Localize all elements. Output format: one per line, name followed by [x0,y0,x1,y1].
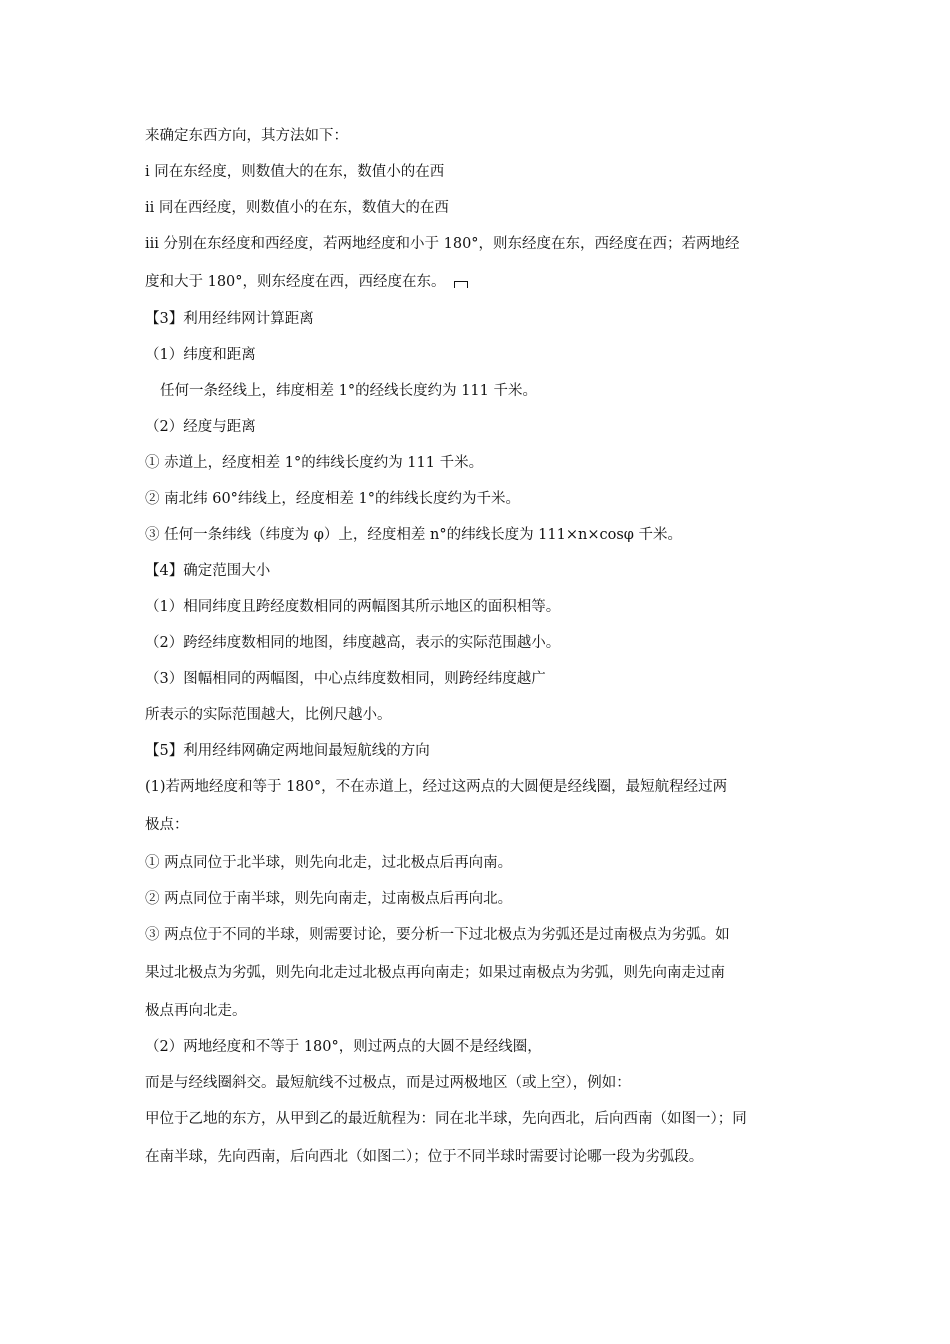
text-line: ⅲ 分别在东经度和西经度，若两地经度和小于 180°，则东经度在东，西经度在西；若两地经 [145,236,740,252]
text-line: ② 两点同位于南半球，则先向南走，过南极点后再向北。 [145,891,513,907]
text-line: 果过北极点为劣弧，则先向北走过北极点再向南走；如果过南极点为劣弧，则先向南走过南 [145,965,725,981]
text-line: 极点再向北走。 [145,1003,247,1019]
text-line: 甲位于乙地的东方，从甲到乙的最近航程为：同在北半球，先向西北，后向西南（如图一）；同 [145,1111,747,1127]
text-line: ③ 任何一条纬线（纬度为 φ）上，经度相差 n°的纬线长度为 111×n×cosφ 千米。 [145,527,683,543]
text-line: 所表示的实际范围越大，比例尺越小。 [145,707,392,723]
text-line: （2）两地经度和不等于 180°，则过两点的大圆不是经线圈， [145,1039,542,1055]
section-heading: 【5】利用经纬网确定两地间最短航线的方向 [145,743,430,759]
subheading: （2）经度与距离 [145,419,256,435]
text-line: 极点： [145,817,189,833]
text-line: ① 两点同位于北半球，则先向北走，过北极点后再向南。 [145,855,513,871]
section-heading: 【3】利用经纬网计算距离 [145,311,314,327]
text-line: ⅱ 同在西经度，则数值小的在东，数值大的在西 [145,200,449,216]
text-line: （2）跨经纬度数相同的地图，纬度越高，表示的实际范围越小。 [145,635,561,651]
text-line: 而是与经线圈斜交。最短航线不过极点，而是过两极地区（或上空），例如： [145,1075,631,1091]
subheading: （1）纬度和距离 [145,347,256,363]
text-line: （3）图幅相同的两幅图，中心点纬度数相同，则跨经纬度越广 [145,671,546,687]
text-line: （1）相同纬度且跨经度数相同的两幅图其所示地区的面积相等。 [145,599,561,615]
text-line: 任何一条经线上，纬度相差 1°的经线长度约为 111 千米。 [160,383,537,399]
text-line: 度和大于 180°，则东经度在西，西经度在东。 [145,274,446,290]
text-line: 在南半球，先向西南，后向西北（如图二）；位于不同半球时需要讨论哪一段为劣弧段。 [145,1149,704,1165]
text-line: ① 赤道上，经度相差 1°的纬线长度约为 111 千米。 [145,455,484,471]
text-line-with-mark [145,272,468,292]
paragraph-mark-icon [454,281,468,288]
text-line: (1)若两地经度和等于 180°，不在赤道上，经过这两点的大圆便是经线圈，最短航程经过两 [145,779,728,795]
text-line: ③ 两点位于不同的半球，则需要讨论，要分析一下过北极点为劣弧还是过南极点为劣弧。如 [145,927,730,943]
text-line: 来确定东西方向，其方法如下： [145,128,348,144]
section-heading: 【4】确定范围大小 [145,563,271,579]
text-line: ② 南北纬 60°纬线上，经度相差 1°的纬线长度约为千米。 [145,491,521,507]
text-line: ⅰ 同在东经度，则数值大的在东，数值小的在西 [145,164,445,180]
